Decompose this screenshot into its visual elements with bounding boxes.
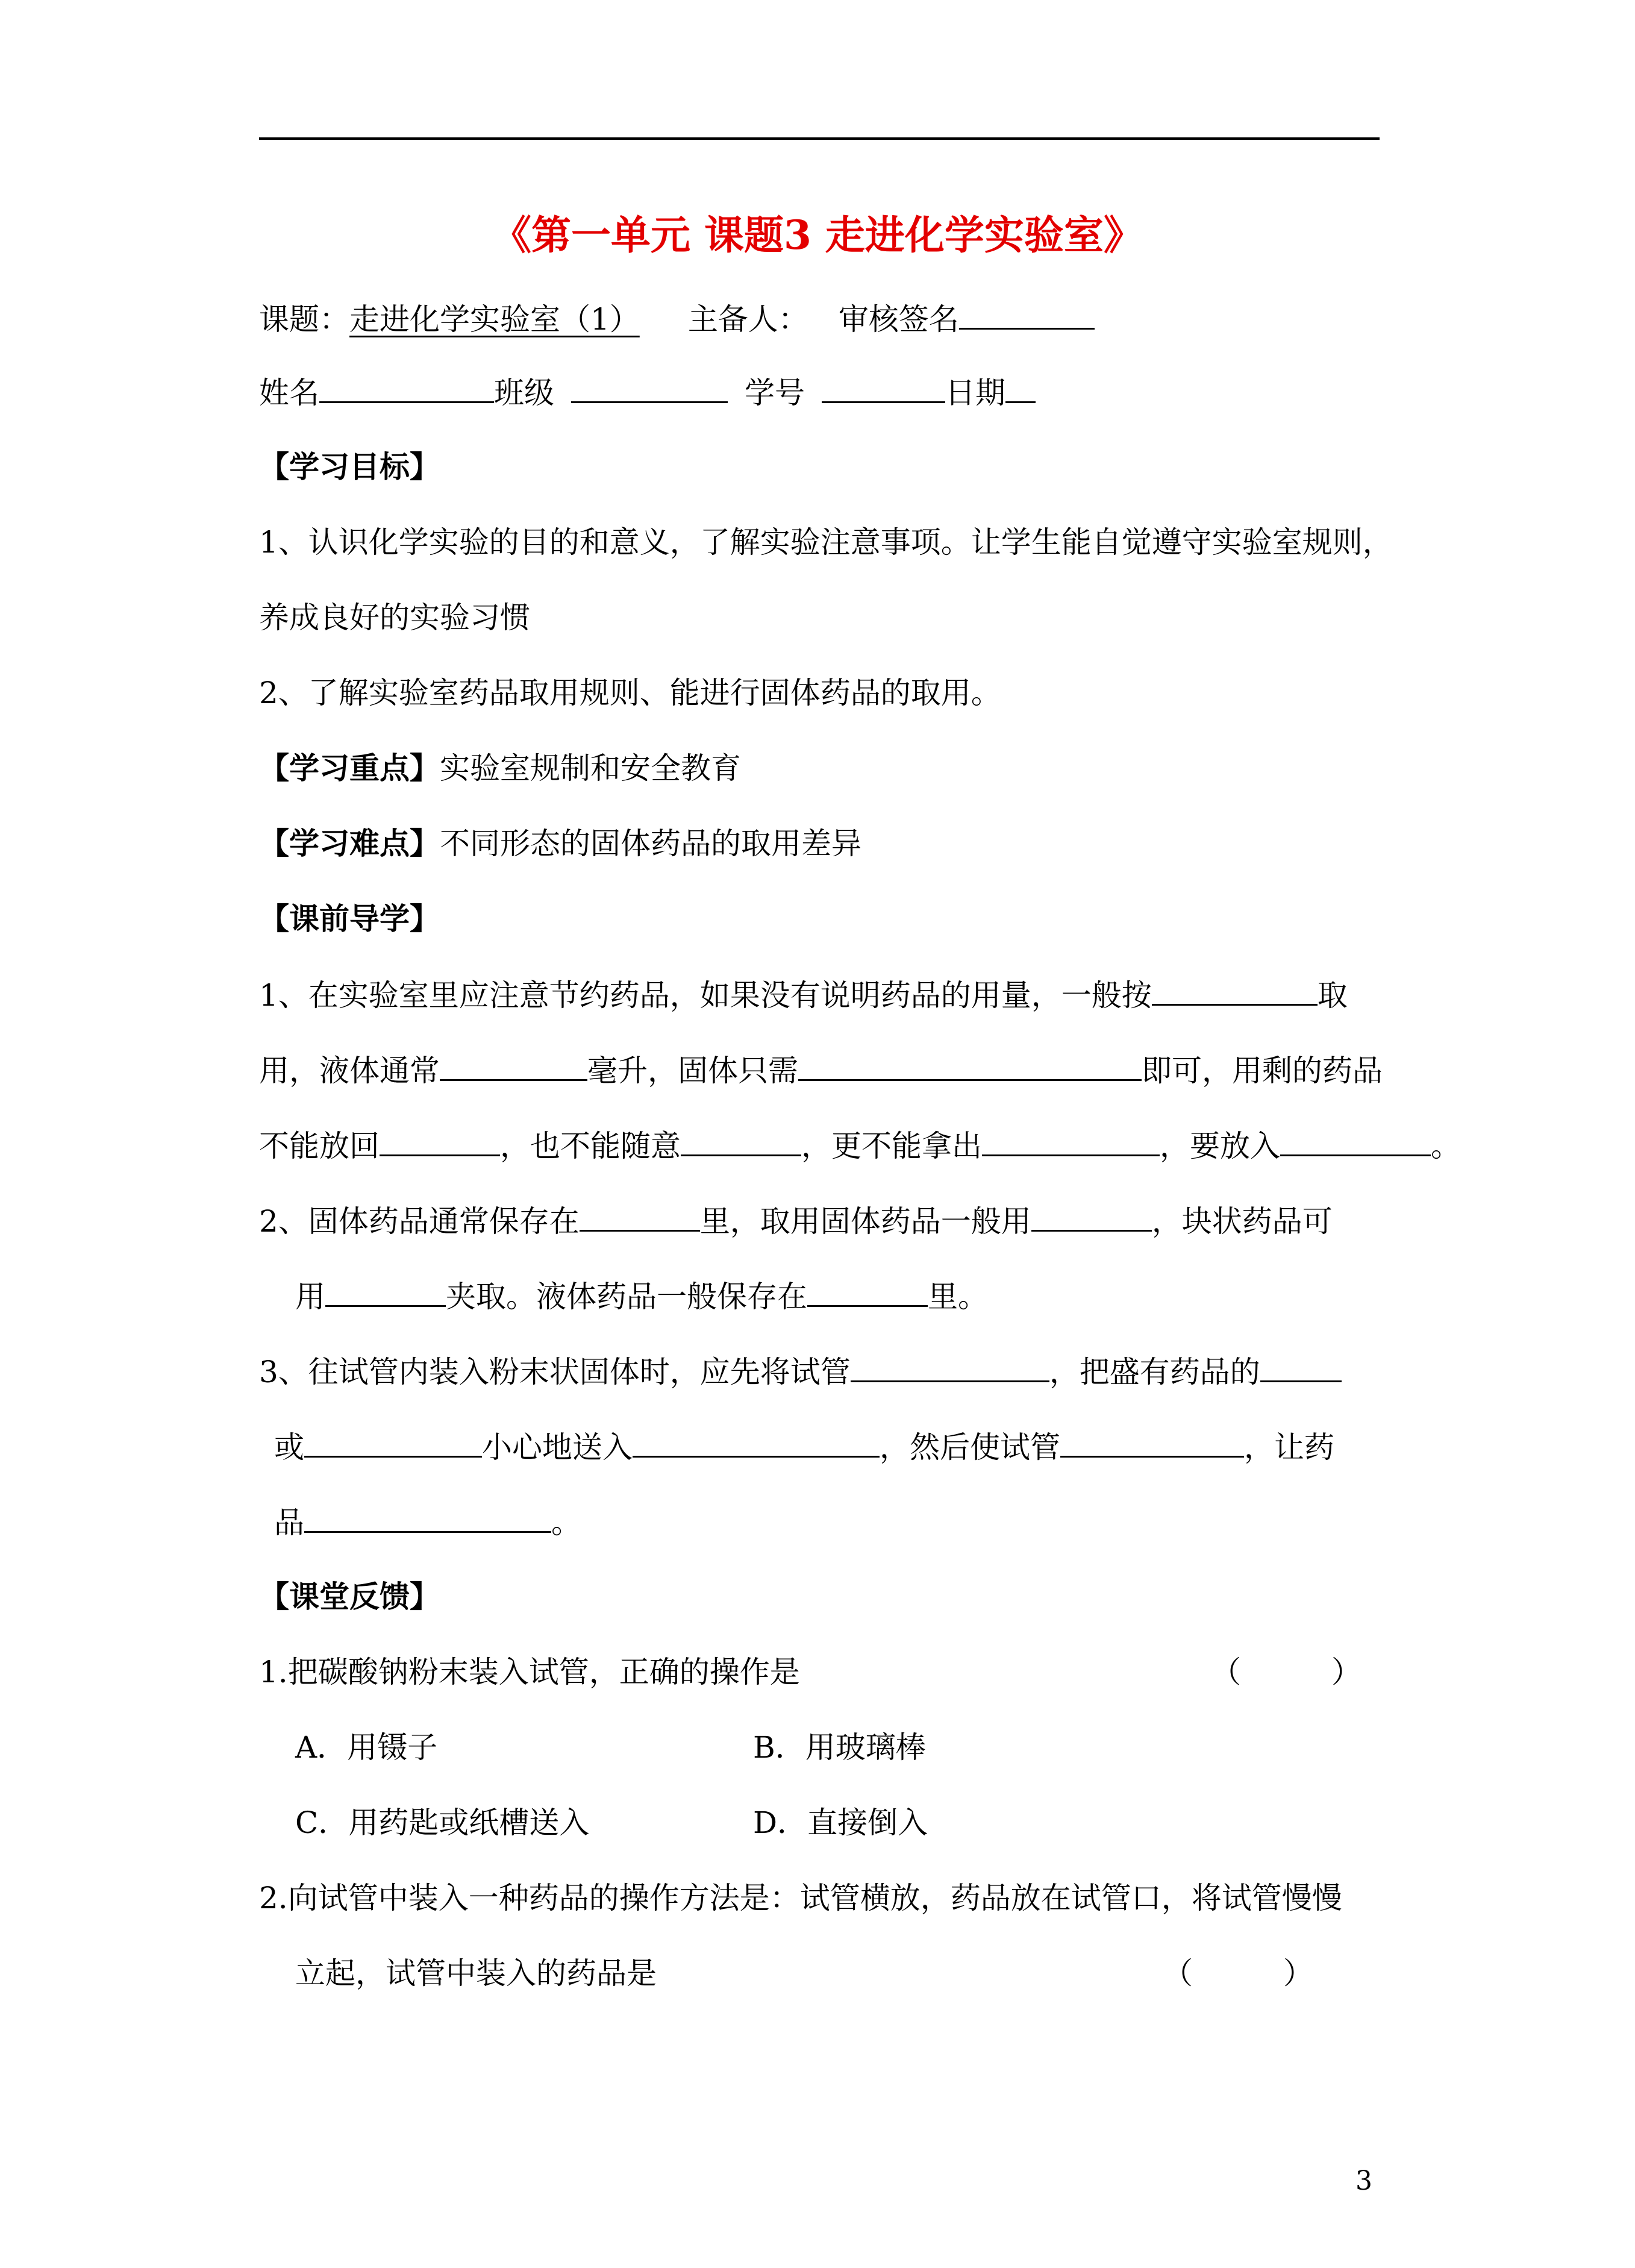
option-b[interactable]: B．用玻璃棒 xyxy=(753,1730,926,1765)
text: 。 xyxy=(551,1505,581,1540)
option-a[interactable]: A．用镊子 xyxy=(295,1730,438,1765)
text: 1、在实验室里应注意节约药品，如果没有说明药品的用量，一般按 xyxy=(259,978,1152,1013)
objective-1b: 养成良好的实验习惯 xyxy=(259,600,530,635)
blank[interactable] xyxy=(304,1422,482,1458)
text: ，要放入 xyxy=(1160,1129,1280,1164)
blank[interactable] xyxy=(440,1045,587,1081)
text: ，把盛有药品的 xyxy=(1049,1355,1260,1389)
blank[interactable] xyxy=(580,1196,700,1232)
objective-2: 2、了解实验室药品取用规则、能进行固体药品的取用。 xyxy=(259,675,1001,710)
preview-q3-line3 xyxy=(274,1497,581,1547)
text: ，更不能拿出 xyxy=(801,1129,982,1164)
text: 毫升，固体只需 xyxy=(587,1053,798,1088)
blank[interactable] xyxy=(798,1045,1142,1081)
preview-heading: 【课前导学】 xyxy=(259,901,440,936)
blank[interactable] xyxy=(325,1271,446,1307)
blank[interactable] xyxy=(1031,1196,1152,1232)
text: ，块状药品可 xyxy=(1151,1204,1333,1239)
header-rule xyxy=(259,137,1380,140)
id-blank[interactable] xyxy=(822,368,945,403)
topic-label: 课题： xyxy=(259,302,349,337)
blank[interactable] xyxy=(380,1121,500,1156)
text: ，也不能随意 xyxy=(500,1129,681,1164)
options-row-2 xyxy=(295,1799,928,1847)
preview-q3-line1 xyxy=(259,1347,1342,1396)
id-label: 学号 xyxy=(745,375,805,410)
options-row-1 xyxy=(295,1723,926,1771)
student-info-line xyxy=(259,368,1036,417)
text: ，然后使试管 xyxy=(880,1430,1060,1465)
feedback-heading: 【课堂反馈】 xyxy=(259,1579,440,1614)
question-text: 立起，试管中装入的药品是 xyxy=(295,1956,657,1991)
blank[interactable] xyxy=(851,1347,1049,1382)
feedback-q2-line2 xyxy=(295,1949,1380,1997)
review-blank[interactable] xyxy=(959,294,1095,330)
text: 。 xyxy=(1431,1129,1461,1164)
blank[interactable] xyxy=(1060,1422,1244,1458)
text: 用 xyxy=(295,1279,325,1314)
preparer-label: 主备人： xyxy=(687,302,808,337)
key-point-heading: 【学习重点】 xyxy=(259,750,440,786)
preview-q2-line1 xyxy=(259,1196,1333,1245)
preview-q1-line1 xyxy=(259,970,1348,1020)
text: 里，取用固体药品一般用 xyxy=(699,1204,1031,1239)
class-label: 班级 xyxy=(494,375,554,410)
feedback-q2-line1: 2.向试管中装入一种药品的操作方法是：试管横放，药品放在试管口，将试管慢慢 xyxy=(259,1881,1342,1916)
objectives-heading: 【学习目标】 xyxy=(259,449,440,484)
topic-line xyxy=(259,294,1095,343)
text: 不能放回 xyxy=(259,1129,380,1164)
topic-value: 走进化学实验室（1） xyxy=(349,302,640,337)
name-blank[interactable] xyxy=(319,368,494,403)
preview-q3-line2 xyxy=(274,1422,1334,1471)
preview-q1-line2 xyxy=(259,1045,1383,1095)
text: 用，液体通常 xyxy=(259,1053,440,1088)
key-point-text: 实验室规制和安全教育 xyxy=(440,751,741,786)
name-label: 姓名 xyxy=(259,375,319,410)
review-label: 审核签名 xyxy=(838,302,959,337)
feedback-q1 xyxy=(259,1648,1361,1696)
class-blank[interactable] xyxy=(571,368,728,403)
difficulty-heading: 【学习难点】 xyxy=(259,825,440,861)
key-point-line xyxy=(259,744,741,792)
question-text: 1.把碳酸钠粉末装入试管，正确的操作是 xyxy=(259,1655,800,1690)
blank[interactable] xyxy=(304,1497,551,1533)
text: 里。 xyxy=(928,1279,988,1314)
date-label: 日期 xyxy=(945,375,1005,410)
text: 3、往试管内装入粉末状固体时，应先将试管 xyxy=(259,1355,851,1389)
text: 取 xyxy=(1317,978,1348,1013)
blank[interactable] xyxy=(1280,1121,1431,1156)
page-number: 3 xyxy=(1355,2166,1372,2196)
preview-q2-line2 xyxy=(295,1271,988,1321)
blank[interactable] xyxy=(1260,1347,1342,1382)
blank[interactable] xyxy=(1152,970,1318,1006)
blank[interactable] xyxy=(681,1121,801,1156)
text: 夹取。液体药品一般保存在 xyxy=(446,1279,807,1314)
text: 2、固体药品通常保存在 xyxy=(259,1204,580,1239)
option-d[interactable]: D．直接倒入 xyxy=(753,1805,928,1840)
text: 即可，用剩的药品 xyxy=(1142,1053,1383,1088)
answer-paren: （ ） xyxy=(1211,1655,1361,1690)
option-c[interactable]: C．用药匙或纸槽送入 xyxy=(295,1805,590,1840)
blank[interactable] xyxy=(633,1422,880,1458)
difficulty-line xyxy=(259,819,861,868)
text: 小心地送入 xyxy=(482,1430,633,1465)
blank[interactable] xyxy=(807,1271,928,1307)
text: 品 xyxy=(274,1505,304,1540)
answer-paren: （ ） xyxy=(1163,1956,1313,1991)
page-title: 《第一单元 课题3 走进化学实验室》 xyxy=(492,211,1143,258)
text: ，让药 xyxy=(1244,1430,1334,1465)
blank[interactable] xyxy=(982,1121,1160,1156)
text: 或 xyxy=(274,1430,304,1465)
difficulty-text: 不同形态的固体药品的取用差异 xyxy=(440,826,861,861)
objective-1a: 1、认识化学实验的目的和意义，了解实验注意事项。让学生能自觉遵守实验室规则， xyxy=(259,525,1393,560)
preview-q1-line3 xyxy=(259,1121,1461,1170)
date-blank[interactable] xyxy=(1005,368,1036,403)
